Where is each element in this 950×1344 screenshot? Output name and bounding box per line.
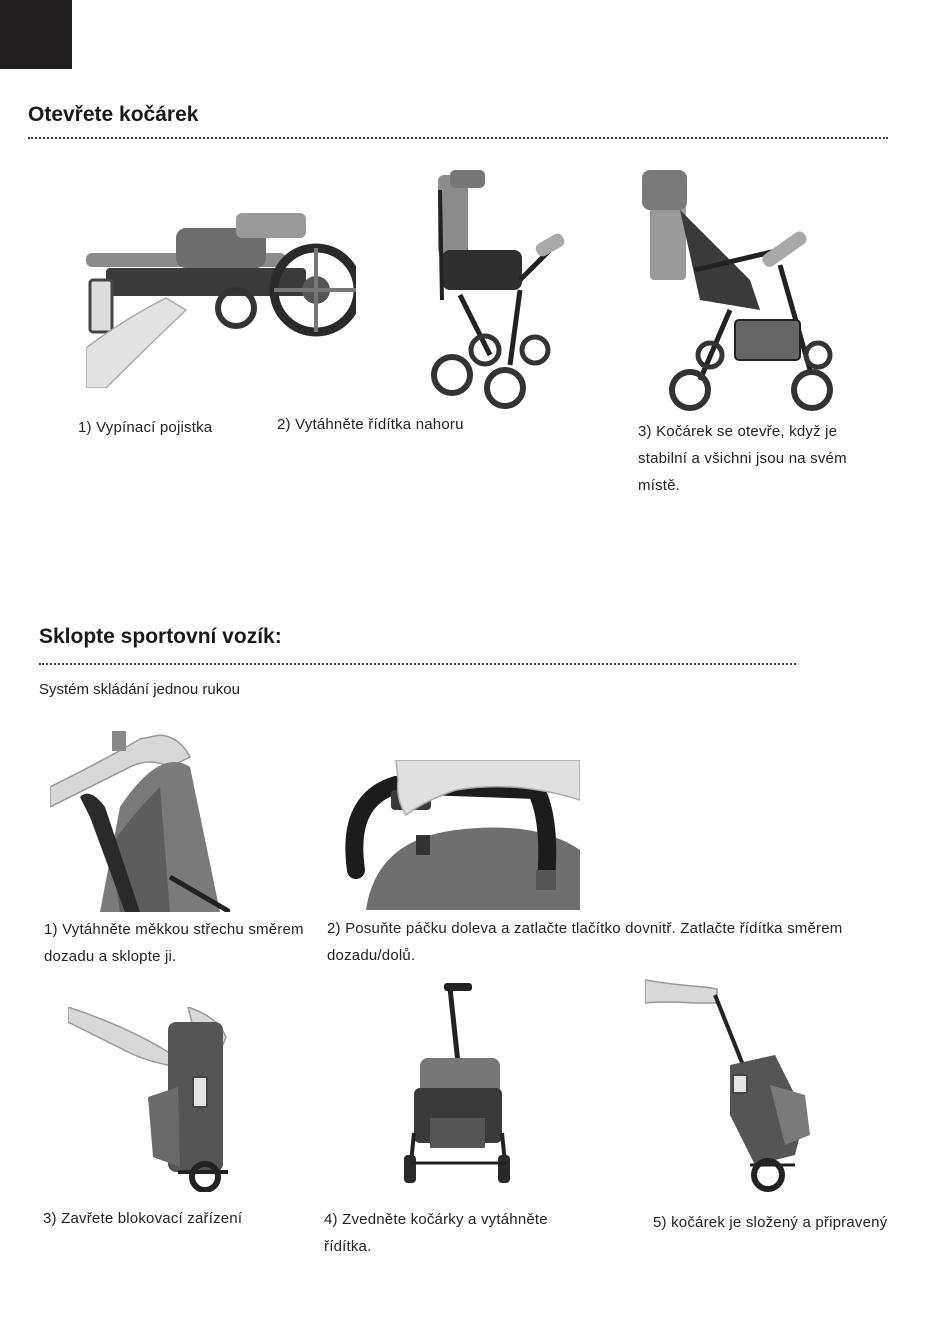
caption-open-step-1: 1) Vypínací pojistka: [78, 419, 213, 436]
caption-fold-step-5: 5) kočárek je složený a připravený: [653, 1214, 888, 1231]
figure-fold-step-3: [68, 1007, 238, 1192]
figure-open-step-3: [640, 170, 835, 412]
corner-tab: [0, 0, 72, 69]
caption-fold-step-1: 1) Vytáhněte měkkou střechu směrem dozadu a sklopte ji.: [44, 921, 304, 965]
caption-open-step-3: 3) Kočárek se otevře, když je stabilní a všichni jsou na svém místě.: [638, 423, 847, 494]
figure-fold-step-4: [400, 983, 515, 1188]
figure-fold-step-5: [645, 975, 815, 1193]
section-subtitle-fold: Systém skládání jednou rukou: [39, 681, 240, 698]
section-title-fold: Sklopte sportovní vozík:: [39, 625, 282, 648]
figure-fold-step-2: [336, 760, 580, 910]
section-divider-fold: [39, 663, 796, 665]
caption-fold-step-4: 4) Zvedněte kočárky a vytáhněte řídítka.: [324, 1211, 548, 1255]
figure-open-step-1: [86, 198, 356, 388]
caption-fold-step-2: 2) Posuňte páčku doleva a zatlačte tlačítko dovnitř. Zatlačte řídítka směrem dozadu/dolů.: [327, 920, 843, 964]
caption-open-step-2: 2) Vytáhněte řídítka nahoru: [277, 416, 464, 433]
figure-open-step-2: [430, 170, 580, 410]
section-divider-open: [28, 137, 888, 139]
caption-fold-step-3: 3) Zavřete blokovací zařízení: [43, 1210, 243, 1227]
figure-fold-step-1: [50, 727, 230, 912]
section-title-open: Otevřete kočárek: [28, 103, 199, 126]
